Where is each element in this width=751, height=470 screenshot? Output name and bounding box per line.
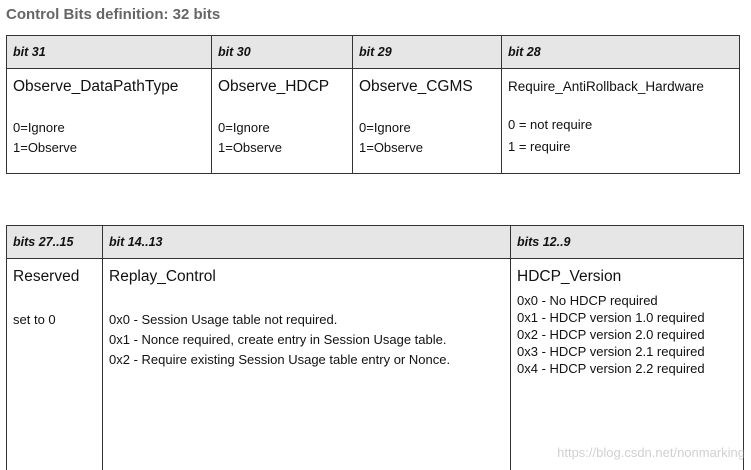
value-line: 0x3 - HDCP version 2.1 required — [517, 344, 705, 359]
value-line: 1=Observe — [218, 140, 282, 155]
control-bits-table-2 — [6, 225, 744, 470]
cell-reserved — [7, 259, 103, 470]
value-line: 1=Observe — [13, 140, 77, 155]
field-name: Reserved — [13, 268, 80, 285]
value-line: 0 = not require — [508, 117, 593, 132]
page-title: Control Bits definition: 32 bits — [6, 6, 221, 23]
field-name: Require_AntiRollback_Hardware — [508, 79, 704, 94]
header-bit-28: bit 28 — [502, 36, 740, 69]
cell-observe-cgms — [353, 69, 502, 174]
cell-observe-hdcp — [212, 69, 353, 174]
field-values — [218, 118, 346, 158]
value-line: 0=Ignore — [359, 120, 411, 135]
field-values — [517, 292, 737, 377]
field-values — [109, 310, 504, 370]
header-bit-31: bit 31 — [7, 36, 212, 69]
field-name: Observe_HDCP — [218, 78, 330, 95]
header-bits-27-15: bits 27..15 — [7, 226, 103, 259]
value-line: 0x4 - HDCP version 2.2 required — [517, 361, 705, 376]
field-values — [359, 118, 495, 158]
value-line: 1=Observe — [359, 140, 423, 155]
value-line: 0=Ignore — [218, 120, 270, 135]
cell-replay-control — [103, 259, 511, 470]
field-name: Observe_DataPathType — [13, 78, 179, 95]
field-name: HDCP_Version — [517, 268, 622, 285]
header-bit-14-13: bit 14..13 — [103, 226, 511, 259]
table-header-row — [7, 36, 740, 69]
table-header-row — [7, 226, 744, 259]
table-row — [7, 69, 740, 174]
watermark: https://blog.csdn.net/nonmarking — [557, 445, 745, 460]
value-line: 0x0 - Session Usage table not required. — [109, 312, 338, 327]
field-name: Observe_CGMS — [359, 78, 473, 95]
header-bit-29: bit 29 — [353, 36, 502, 69]
table-row — [7, 259, 744, 470]
value-line: 0x1 - HDCP version 1.0 required — [517, 310, 705, 325]
field-name: Replay_Control — [109, 268, 216, 285]
reserved-note: set to 0 — [13, 312, 56, 327]
value-line: 0x1 - Nonce required, create entry in Session Usage table. — [109, 332, 447, 347]
cell-require-antirollback-hardware — [502, 69, 740, 174]
value-line: 0=Ignore — [13, 120, 65, 135]
header-bit-30: bit 30 — [212, 36, 353, 69]
cell-hdcp-version — [511, 259, 744, 470]
cell-observe-datapathtype — [7, 69, 212, 174]
value-line: 0x2 - Require existing Session Usage table entry or Nonce. — [109, 352, 451, 367]
header-bits-12-9: bits 12..9 — [511, 226, 744, 259]
control-bits-table-1 — [6, 35, 740, 174]
value-line: 0x0 - No HDCP required — [517, 293, 658, 308]
field-values — [508, 114, 733, 158]
field-values — [13, 118, 205, 158]
value-line: 1 = require — [508, 139, 571, 154]
value-line: 0x2 - HDCP version 2.0 required — [517, 327, 705, 342]
